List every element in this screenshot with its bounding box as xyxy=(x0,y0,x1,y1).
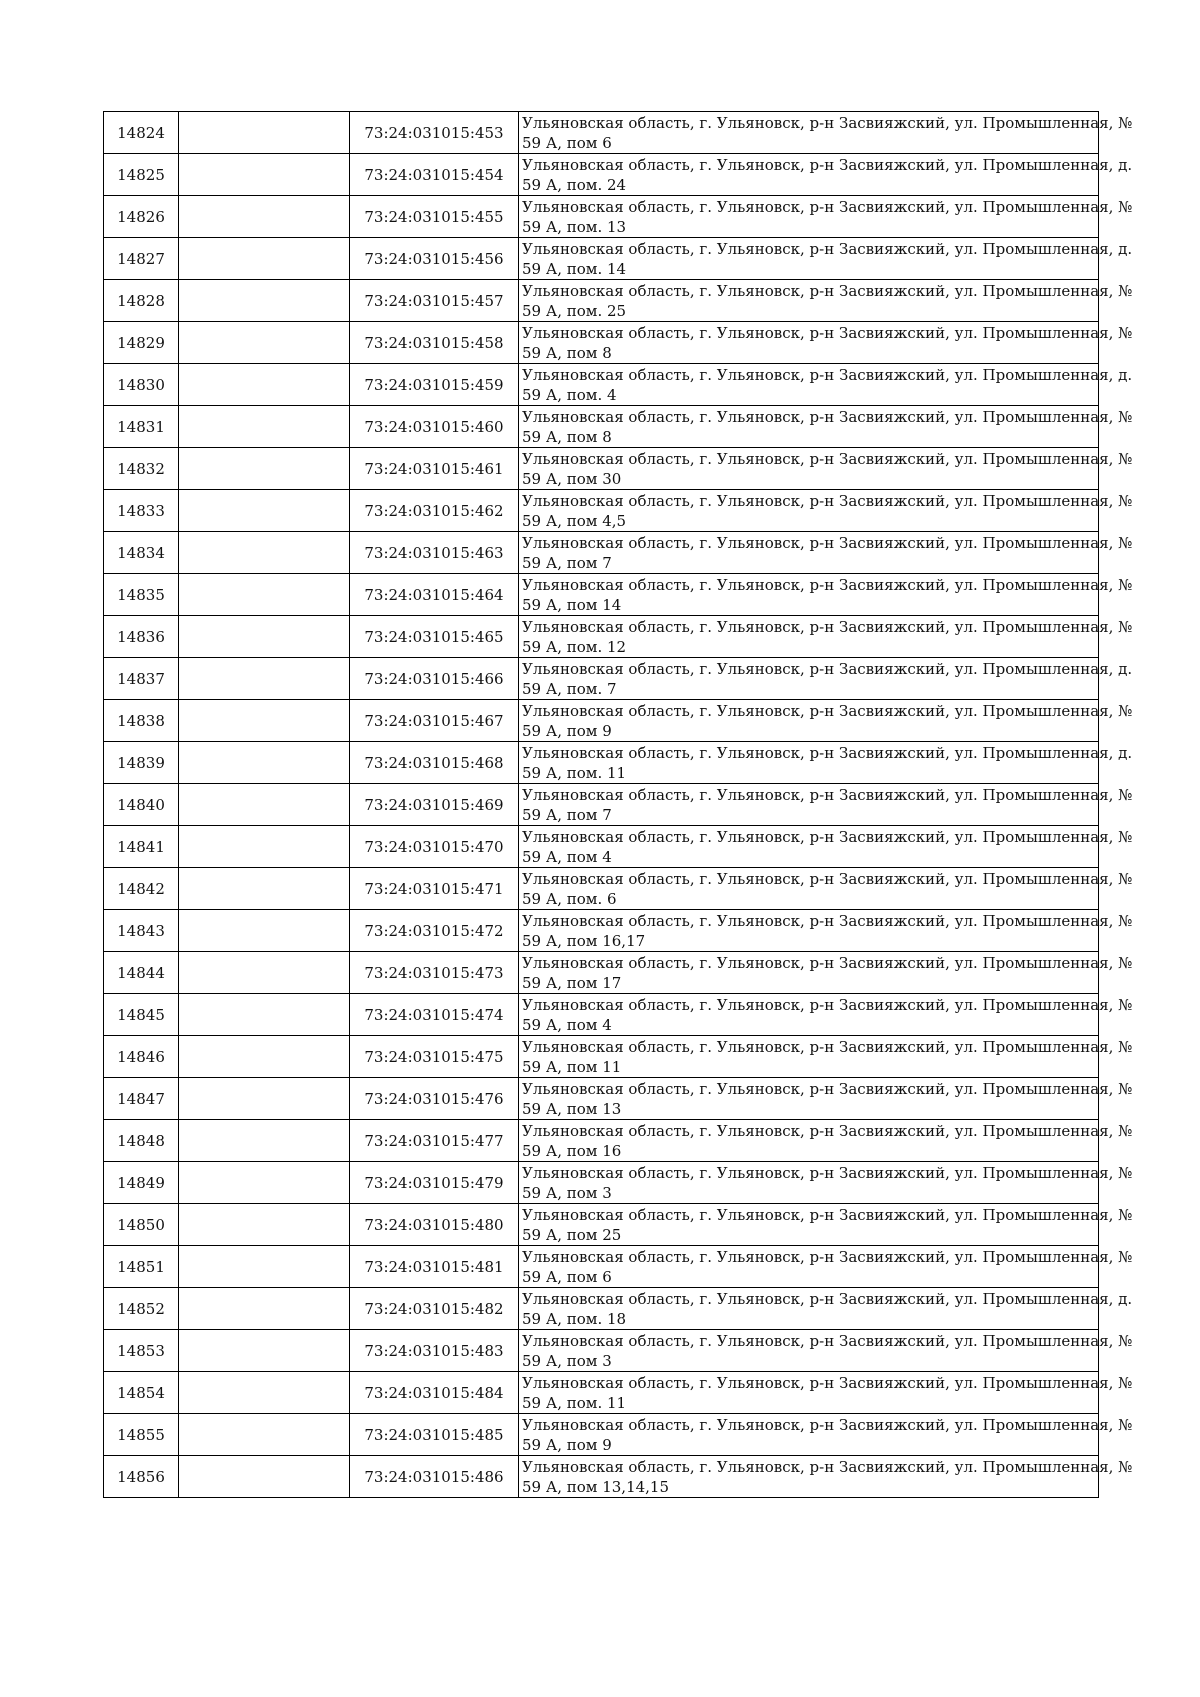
empty-cell xyxy=(179,910,350,952)
record-number-cell: 14830 xyxy=(104,364,179,406)
table-row xyxy=(104,1036,1099,1078)
address-line-2: 59 А, пом 25 xyxy=(522,1225,622,1244)
cadastral-number-cell: 73:24:031015:455 xyxy=(350,196,519,238)
table-row xyxy=(104,112,1099,154)
cadastral-number-cell: 73:24:031015:470 xyxy=(350,826,519,868)
cadastral-number-cell: 73:24:031015:473 xyxy=(350,952,519,994)
record-number-cell: 14854 xyxy=(104,1372,179,1414)
table-row xyxy=(104,742,1099,784)
table-body xyxy=(104,112,1133,1498)
address-line-2: 59 А, пом 8 xyxy=(522,343,612,362)
address-line-1: Ульяновская область, г. Ульяновск, р-н Засвияжский, ул. Промышленная, № xyxy=(522,281,1133,300)
empty-cell xyxy=(179,1078,350,1120)
record-number-cell: 14827 xyxy=(104,238,179,280)
cadastral-number-cell: 73:24:031015:456 xyxy=(350,238,519,280)
table-row xyxy=(104,910,1099,952)
address-line-2: 59 А, пом 7 xyxy=(522,805,612,824)
address-line-1: Ульяновская область, г. Ульяновск, р-н Засвияжский, ул. Промышленная, № xyxy=(522,1247,1133,1266)
empty-cell xyxy=(179,448,350,490)
address-cell xyxy=(519,1078,1133,1120)
table-row xyxy=(104,532,1099,574)
address-line-1: Ульяновская область, г. Ульяновск, р-н Засвияжский, ул. Промышленная, № xyxy=(522,1373,1133,1392)
address-line-1: Ульяновская область, г. Ульяновск, р-н Засвияжский, ул. Промышленная, № xyxy=(522,1121,1133,1140)
cadastral-number-cell: 73:24:031015:480 xyxy=(350,1204,519,1246)
table-row xyxy=(104,784,1099,826)
address-line-1: Ульяновская область, г. Ульяновск, р-н Засвияжский, ул. Промышленная, № xyxy=(522,1331,1133,1350)
empty-cell xyxy=(179,406,350,448)
cadastral-number-cell: 73:24:031015:465 xyxy=(350,616,519,658)
table-row xyxy=(104,1456,1099,1498)
address-line-1: Ульяновская область, г. Ульяновск, р-н Засвияжский, ул. Промышленная, № xyxy=(522,1457,1133,1476)
address-cell xyxy=(519,1036,1133,1078)
address-line-1: Ульяновская область, г. Ульяновск, р-н Засвияжский, ул. Промышленная, № xyxy=(522,617,1133,636)
table-row xyxy=(104,952,1099,994)
address-cell xyxy=(519,448,1133,490)
address-line-1: Ульяновская область, г. Ульяновск, р-н Засвияжский, ул. Промышленная, д. xyxy=(522,239,1133,258)
empty-cell xyxy=(179,322,350,364)
address-line-1: Ульяновская область, г. Ульяновск, р-н Засвияжский, ул. Промышленная, № xyxy=(522,491,1133,510)
cadastral-number-cell: 73:24:031015:484 xyxy=(350,1372,519,1414)
address-cell xyxy=(519,742,1133,784)
record-number-cell: 14846 xyxy=(104,1036,179,1078)
address-line-2: 59 А, пом. 12 xyxy=(522,637,627,656)
table-row xyxy=(104,658,1099,700)
cadastral-number-cell: 73:24:031015:472 xyxy=(350,910,519,952)
address-line-2: 59 А, пом 7 xyxy=(522,553,612,572)
address-line-2: 59 А, пом. 11 xyxy=(522,763,627,782)
cadastral-number-cell: 73:24:031015:485 xyxy=(350,1414,519,1456)
table-row xyxy=(104,1414,1099,1456)
empty-cell xyxy=(179,532,350,574)
record-number-cell: 14824 xyxy=(104,112,179,154)
address-cell xyxy=(519,1204,1133,1246)
address-line-1: Ульяновская область, г. Ульяновск, р-н Засвияжский, ул. Промышленная, № xyxy=(522,1205,1133,1224)
cadastral-number-cell: 73:24:031015:460 xyxy=(350,406,519,448)
address-line-1: Ульяновская область, г. Ульяновск, р-н Засвияжский, ул. Промышленная, № xyxy=(522,785,1133,804)
address-line-2: 59 А, пом 16,17 xyxy=(522,931,646,950)
record-number-cell: 14837 xyxy=(104,658,179,700)
address-line-2: 59 А, пом 8 xyxy=(522,427,612,446)
address-line-2: 59 А, пом 13,14,15 xyxy=(522,1477,670,1496)
empty-cell xyxy=(179,700,350,742)
cadastral-number-cell: 73:24:031015:461 xyxy=(350,448,519,490)
address-cell xyxy=(519,406,1133,448)
table-row xyxy=(104,1162,1099,1204)
cadastral-number-cell: 73:24:031015:468 xyxy=(350,742,519,784)
record-number-cell: 14856 xyxy=(104,1456,179,1498)
address-cell xyxy=(519,826,1133,868)
address-cell xyxy=(519,1372,1133,1414)
record-number-cell: 14836 xyxy=(104,616,179,658)
cadastral-number-cell: 73:24:031015:477 xyxy=(350,1120,519,1162)
address-cell xyxy=(519,154,1133,196)
record-number-cell: 14844 xyxy=(104,952,179,994)
address-line-1: Ульяновская область, г. Ульяновск, р-н Засвияжский, ул. Промышленная, № xyxy=(522,869,1133,888)
address-line-2: 59 А, пом 14 xyxy=(522,595,622,614)
address-cell xyxy=(519,1330,1133,1372)
address-cell xyxy=(519,1414,1133,1456)
address-line-2: 59 А, пом. 7 xyxy=(522,679,617,698)
cadastral-number-cell: 73:24:031015:457 xyxy=(350,280,519,322)
empty-cell xyxy=(179,280,350,322)
empty-cell xyxy=(179,490,350,532)
table-row xyxy=(104,826,1099,868)
address-cell xyxy=(519,910,1133,952)
record-number-cell: 14843 xyxy=(104,910,179,952)
record-number-cell: 14852 xyxy=(104,1288,179,1330)
empty-cell xyxy=(179,112,350,154)
record-number-cell: 14850 xyxy=(104,1204,179,1246)
table-row xyxy=(104,1204,1099,1246)
empty-cell xyxy=(179,196,350,238)
empty-cell xyxy=(179,1162,350,1204)
table-row xyxy=(104,574,1099,616)
address-line-1: Ульяновская область, г. Ульяновск, р-н Засвияжский, ул. Промышленная, № xyxy=(522,701,1133,720)
cadastral-number-cell: 73:24:031015:458 xyxy=(350,322,519,364)
address-cell xyxy=(519,322,1133,364)
table-row xyxy=(104,994,1099,1036)
address-cell xyxy=(519,112,1133,154)
address-line-2: 59 А, пом 13 xyxy=(522,1099,622,1118)
address-line-2: 59 А, пом. 4 xyxy=(522,385,617,404)
record-number-cell: 14853 xyxy=(104,1330,179,1372)
address-line-2: 59 А, пом 6 xyxy=(522,133,612,152)
address-cell xyxy=(519,490,1133,532)
address-line-1: Ульяновская область, г. Ульяновск, р-н Засвияжский, ул. Промышленная, № xyxy=(522,323,1133,342)
address-line-2: 59 А, пом 4,5 xyxy=(522,511,627,530)
empty-cell xyxy=(179,826,350,868)
table-row xyxy=(104,280,1099,322)
address-line-1: Ульяновская область, г. Ульяновск, р-н Засвияжский, ул. Промышленная, № xyxy=(522,1037,1133,1056)
address-line-2: 59 А, пом. 24 xyxy=(522,175,627,194)
table-row xyxy=(104,154,1099,196)
table-row xyxy=(104,406,1099,448)
address-line-1: Ульяновская область, г. Ульяновск, р-н Засвияжский, ул. Промышленная, д. xyxy=(522,155,1133,174)
empty-cell xyxy=(179,1330,350,1372)
address-line-1: Ульяновская область, г. Ульяновск, р-н Засвияжский, ул. Промышленная, д. xyxy=(522,659,1133,678)
record-number-cell: 14840 xyxy=(104,784,179,826)
address-cell xyxy=(519,532,1133,574)
address-cell xyxy=(519,700,1133,742)
empty-cell xyxy=(179,154,350,196)
cadastral-number-cell: 73:24:031015:454 xyxy=(350,154,519,196)
empty-cell xyxy=(179,952,350,994)
record-number-cell: 14833 xyxy=(104,490,179,532)
address-line-1: Ульяновская область, г. Ульяновск, р-н Засвияжский, ул. Промышленная, № xyxy=(522,449,1133,468)
address-cell xyxy=(519,574,1133,616)
address-line-2: 59 А, пом. 6 xyxy=(522,889,617,908)
record-number-cell: 14831 xyxy=(104,406,179,448)
record-number-cell: 14825 xyxy=(104,154,179,196)
empty-cell xyxy=(179,1456,350,1498)
address-cell xyxy=(519,364,1133,406)
empty-cell xyxy=(179,1414,350,1456)
table-row xyxy=(104,868,1099,910)
table-row xyxy=(104,1120,1099,1162)
record-number-cell: 14849 xyxy=(104,1162,179,1204)
address-cell xyxy=(519,1246,1133,1288)
cadastral-number-cell: 73:24:031015:482 xyxy=(350,1288,519,1330)
address-line-2: 59 А, пом 9 xyxy=(522,1435,612,1454)
record-number-cell: 14847 xyxy=(104,1078,179,1120)
address-line-1: Ульяновская область, г. Ульяновск, р-н Засвияжский, ул. Промышленная, № xyxy=(522,1163,1133,1182)
address-line-2: 59 А, пом 11 xyxy=(522,1057,622,1076)
cadastral-number-cell: 73:24:031015:453 xyxy=(350,112,519,154)
cadastral-number-cell: 73:24:031015:486 xyxy=(350,1456,519,1498)
address-cell xyxy=(519,280,1133,322)
table-row xyxy=(104,616,1099,658)
table-row xyxy=(104,1330,1099,1372)
address-line-2: 59 А, пом. 14 xyxy=(522,259,627,278)
address-cell xyxy=(519,784,1133,826)
record-number-cell: 14841 xyxy=(104,826,179,868)
record-number-cell: 14826 xyxy=(104,196,179,238)
property-registry-table xyxy=(103,111,1133,1498)
record-number-cell: 14832 xyxy=(104,448,179,490)
empty-cell xyxy=(179,238,350,280)
empty-cell xyxy=(179,1204,350,1246)
address-line-2: 59 А, пом. 13 xyxy=(522,217,627,236)
table-row xyxy=(104,1372,1099,1414)
address-line-1: Ульяновская область, г. Ульяновск, р-н Засвияжский, ул. Промышленная, № xyxy=(522,1079,1133,1098)
table-row xyxy=(104,1246,1099,1288)
empty-cell xyxy=(179,1246,350,1288)
address-line-1: Ульяновская область, г. Ульяновск, р-н Засвияжский, ул. Промышленная, № xyxy=(522,1415,1133,1434)
table-row xyxy=(104,364,1099,406)
address-cell xyxy=(519,1162,1133,1204)
address-line-2: 59 А, пом. 18 xyxy=(522,1309,627,1328)
address-line-1: Ульяновская область, г. Ульяновск, р-н Засвияжский, ул. Промышленная, № xyxy=(522,827,1133,846)
address-line-1: Ульяновская область, г. Ульяновск, р-н Засвияжский, ул. Промышленная, д. xyxy=(522,365,1133,384)
address-cell xyxy=(519,616,1133,658)
cadastral-number-cell: 73:24:031015:466 xyxy=(350,658,519,700)
record-number-cell: 14845 xyxy=(104,994,179,1036)
cadastral-number-cell: 73:24:031015:474 xyxy=(350,994,519,1036)
address-line-2: 59 А, пом 4 xyxy=(522,847,612,866)
address-line-1: Ульяновская область, г. Ульяновск, р-н Засвияжский, ул. Промышленная, № xyxy=(522,197,1133,216)
table-row xyxy=(104,700,1099,742)
empty-cell xyxy=(179,616,350,658)
address-cell xyxy=(519,868,1133,910)
empty-cell xyxy=(179,574,350,616)
cadastral-number-cell: 73:24:031015:476 xyxy=(350,1078,519,1120)
address-cell xyxy=(519,658,1133,700)
address-cell xyxy=(519,238,1133,280)
address-cell xyxy=(519,994,1133,1036)
address-line-1: Ульяновская область, г. Ульяновск, р-н Засвияжский, ул. Промышленная, д. xyxy=(522,743,1133,762)
record-number-cell: 14855 xyxy=(104,1414,179,1456)
empty-cell xyxy=(179,1036,350,1078)
record-number-cell: 14834 xyxy=(104,532,179,574)
empty-cell xyxy=(179,784,350,826)
address-line-2: 59 А, пом 17 xyxy=(522,973,622,992)
table-row xyxy=(104,490,1099,532)
table-row xyxy=(104,448,1099,490)
cadastral-number-cell: 73:24:031015:479 xyxy=(350,1162,519,1204)
record-number-cell: 14829 xyxy=(104,322,179,364)
cadastral-number-cell: 73:24:031015:463 xyxy=(350,532,519,574)
empty-cell xyxy=(179,994,350,1036)
empty-cell xyxy=(179,1120,350,1162)
cadastral-number-cell: 73:24:031015:481 xyxy=(350,1246,519,1288)
address-line-2: 59 А, пом 3 xyxy=(522,1183,612,1202)
address-line-1: Ульяновская область, г. Ульяновск, р-н Засвияжский, ул. Промышленная, № xyxy=(522,407,1133,426)
address-cell xyxy=(519,1120,1133,1162)
empty-cell xyxy=(179,742,350,784)
cadastral-number-cell: 73:24:031015:467 xyxy=(350,700,519,742)
address-line-1: Ульяновская область, г. Ульяновск, р-н Засвияжский, ул. Промышленная, № xyxy=(522,911,1133,930)
table-row xyxy=(104,196,1099,238)
address-line-2: 59 А, пом. 11 xyxy=(522,1393,627,1412)
address-line-2: 59 А, пом 16 xyxy=(522,1141,622,1160)
address-line-2: 59 А, пом. 25 xyxy=(522,301,627,320)
empty-cell xyxy=(179,364,350,406)
address-cell xyxy=(519,1456,1133,1498)
cadastral-number-cell: 73:24:031015:469 xyxy=(350,784,519,826)
table-row xyxy=(104,322,1099,364)
empty-cell xyxy=(179,1288,350,1330)
empty-cell xyxy=(179,868,350,910)
table-row xyxy=(104,1078,1099,1120)
empty-cell xyxy=(179,658,350,700)
cadastral-number-cell: 73:24:031015:471 xyxy=(350,868,519,910)
empty-cell xyxy=(179,1372,350,1414)
record-number-cell: 14838 xyxy=(104,700,179,742)
address-line-2: 59 А, пом 3 xyxy=(522,1351,612,1370)
cadastral-number-cell: 73:24:031015:475 xyxy=(350,1036,519,1078)
table-row xyxy=(104,1288,1099,1330)
record-number-cell: 14828 xyxy=(104,280,179,322)
cadastral-number-cell: 73:24:031015:459 xyxy=(350,364,519,406)
address-line-1: Ульяновская область, г. Ульяновск, р-н Засвияжский, ул. Промышленная, № xyxy=(522,953,1133,972)
address-line-2: 59 А, пом 30 xyxy=(522,469,622,488)
cadastral-number-cell: 73:24:031015:464 xyxy=(350,574,519,616)
record-number-cell: 14835 xyxy=(104,574,179,616)
address-cell xyxy=(519,196,1133,238)
cadastral-number-cell: 73:24:031015:462 xyxy=(350,490,519,532)
address-line-1: Ульяновская область, г. Ульяновск, р-н Засвияжский, ул. Промышленная, д. xyxy=(522,1289,1133,1308)
address-line-2: 59 А, пом 9 xyxy=(522,721,612,740)
cadastral-number-cell: 73:24:031015:483 xyxy=(350,1330,519,1372)
record-number-cell: 14842 xyxy=(104,868,179,910)
address-line-2: 59 А, пом 6 xyxy=(522,1267,612,1286)
address-line-1: Ульяновская область, г. Ульяновск, р-н Засвияжский, ул. Промышленная, № xyxy=(522,113,1133,132)
address-cell xyxy=(519,1288,1133,1330)
address-line-1: Ульяновская область, г. Ульяновск, р-н Засвияжский, ул. Промышленная, № xyxy=(522,533,1133,552)
record-number-cell: 14839 xyxy=(104,742,179,784)
address-line-1: Ульяновская область, г. Ульяновск, р-н Засвияжский, ул. Промышленная, № xyxy=(522,575,1133,594)
address-line-1: Ульяновская область, г. Ульяновск, р-н Засвияжский, ул. Промышленная, № xyxy=(522,995,1133,1014)
address-line-2: 59 А, пом 4 xyxy=(522,1015,612,1034)
record-number-cell: 14848 xyxy=(104,1120,179,1162)
record-number-cell: 14851 xyxy=(104,1246,179,1288)
address-cell xyxy=(519,952,1133,994)
table-row xyxy=(104,238,1099,280)
